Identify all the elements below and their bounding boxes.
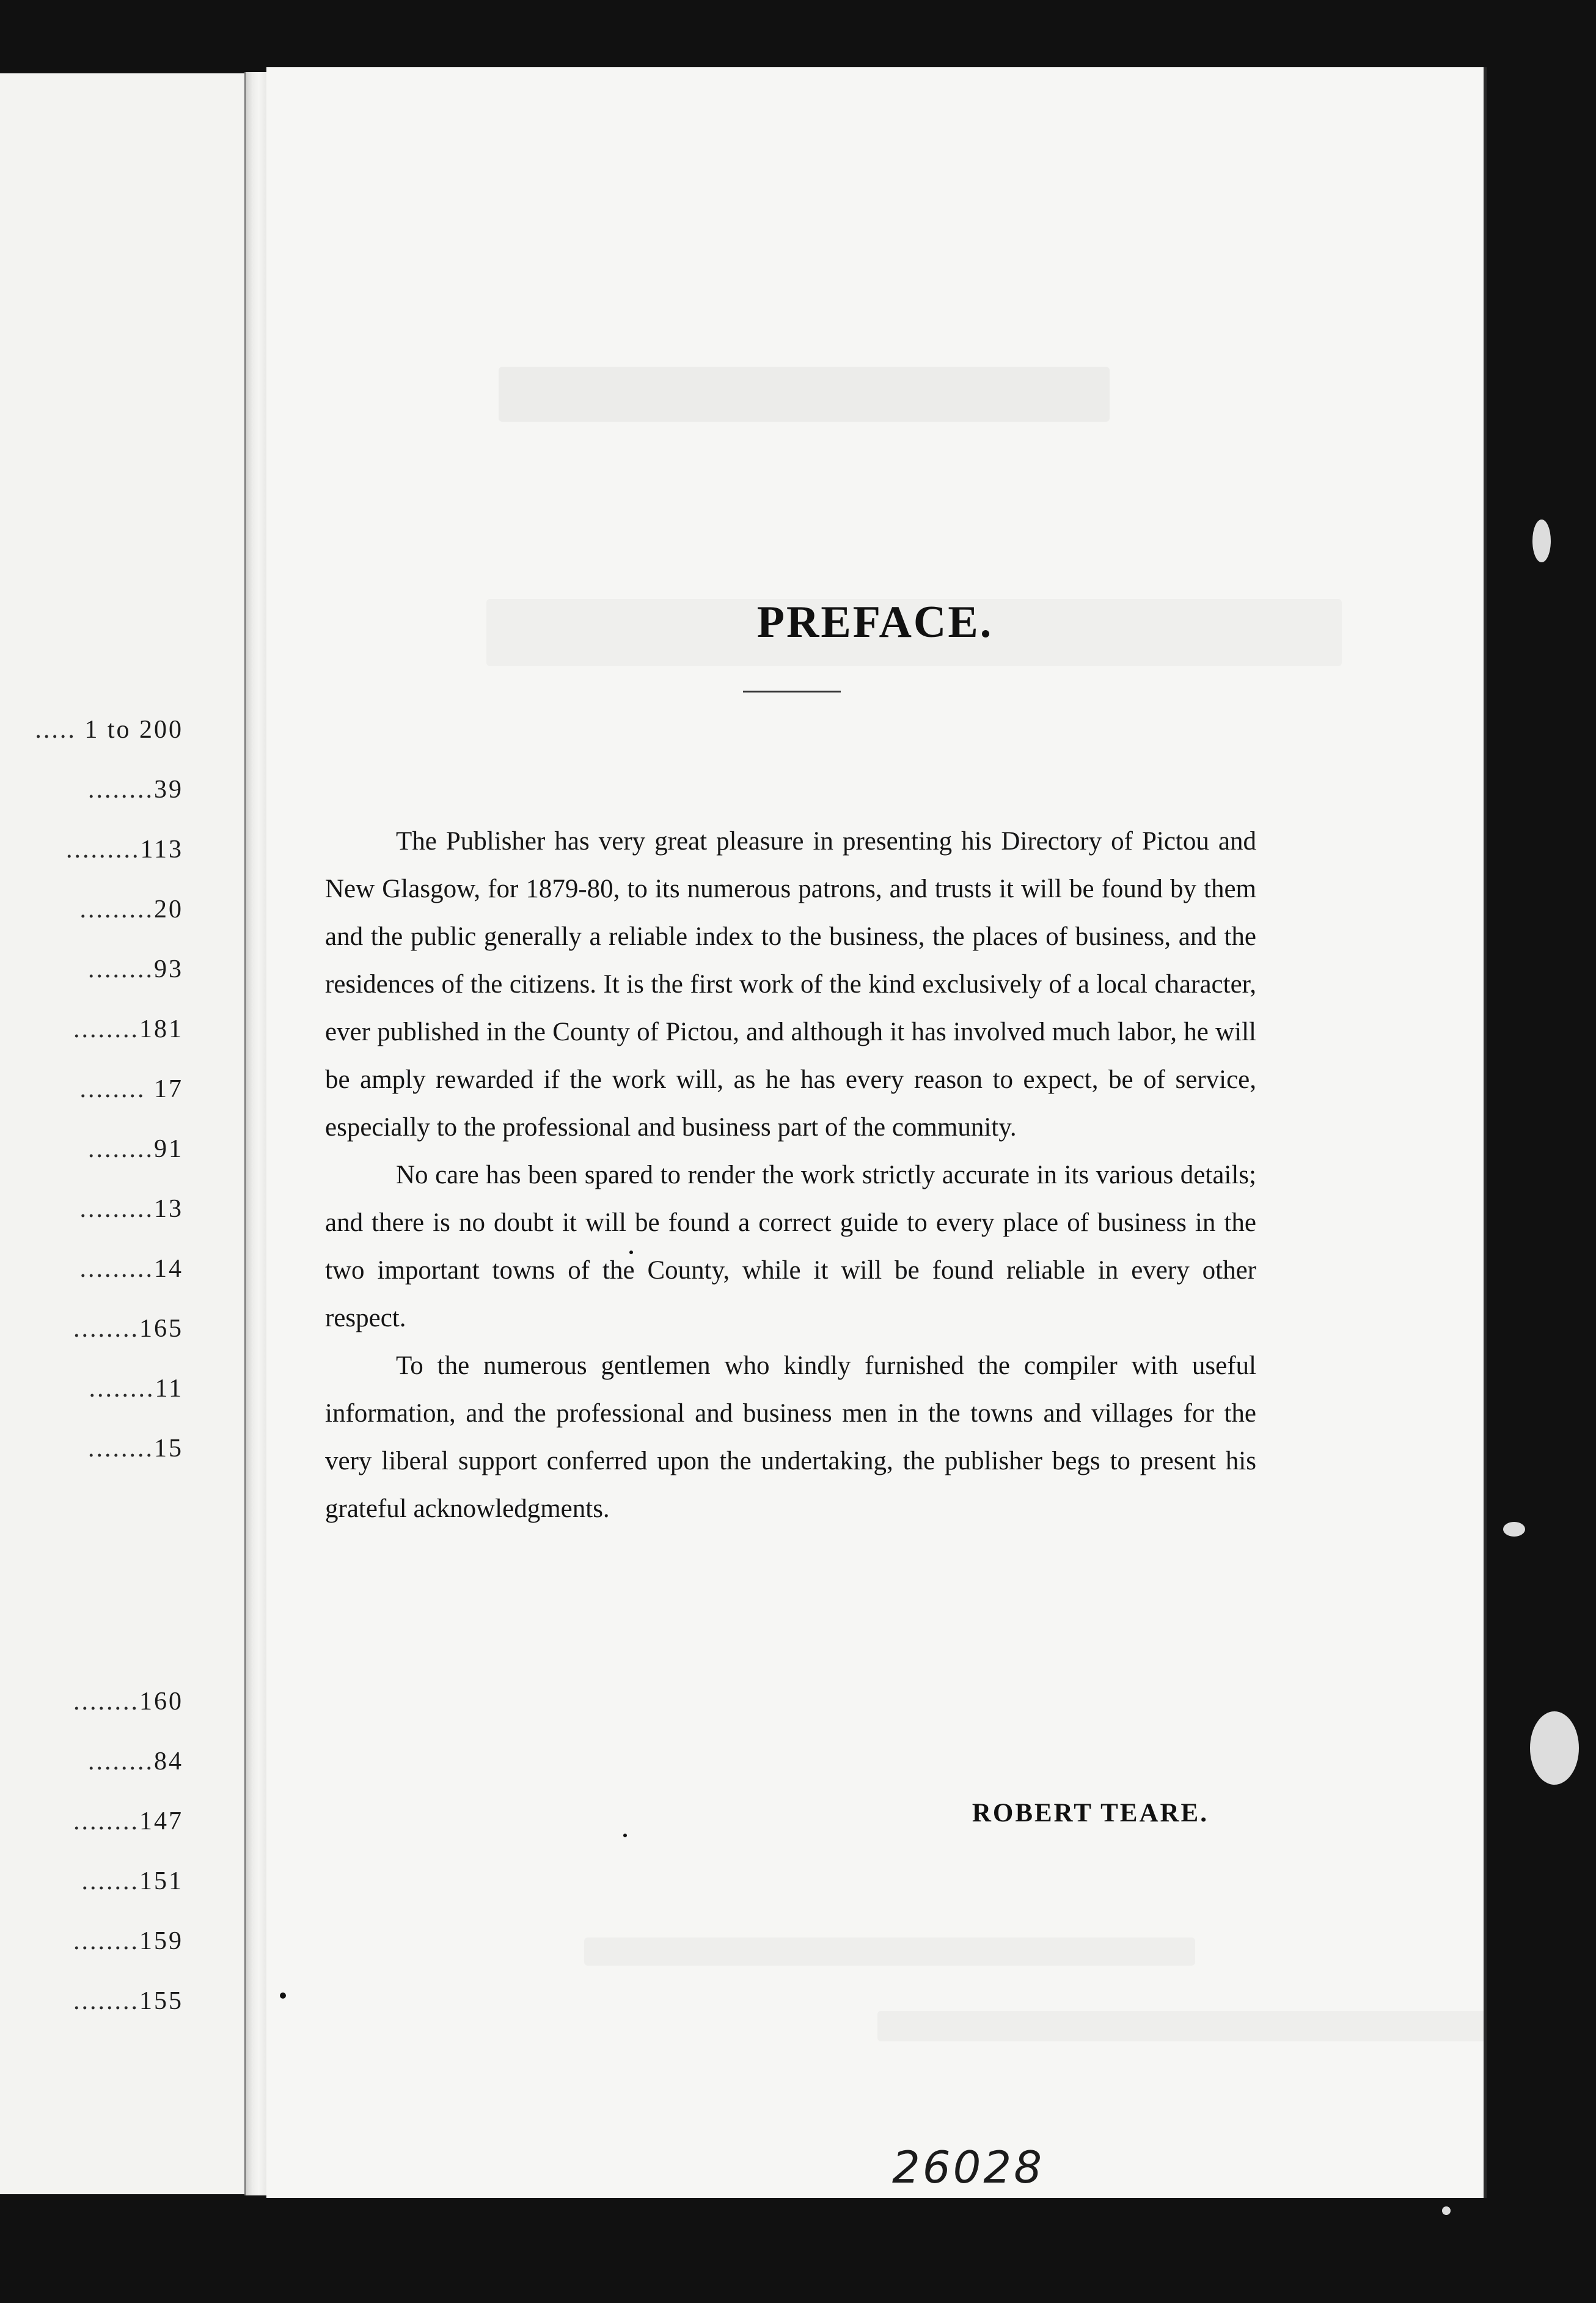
index-entry: ........93 <box>88 955 183 983</box>
index-entry: ........160 <box>73 1688 183 1716</box>
title-divider <box>743 691 841 692</box>
preface-body <box>325 818 1487 1533</box>
index-entry: .........13 <box>79 1195 183 1223</box>
scan-artifact <box>1503 1522 1525 1537</box>
page-title: PREFACE. <box>756 597 994 647</box>
index-entry: ........181 <box>73 1015 183 1043</box>
scan-artifact <box>1442 2206 1451 2215</box>
ink-dot <box>623 1834 627 1837</box>
preface-paragraph: No care has been spared to render the work strictly accurate in its various details; and there is no doubt it will be found a correct guide to every place of business in the two important towns of the County, while it will be found reliable in every other respect. <box>325 1161 1256 1332</box>
index-entry: ........165 <box>73 1315 183 1343</box>
ink-dot <box>280 1993 286 1999</box>
bleed-through-mark <box>877 2011 1487 2041</box>
handwritten-accession-number: 26028 <box>892 2142 1045 2193</box>
scan-artifact <box>1530 1711 1579 1785</box>
preface-page <box>266 67 1487 2198</box>
index-entry: ........155 <box>73 1987 183 2015</box>
preface-paragraph: To the numerous gentlemen who kindly furnished the compiler with useful information, and the professional and business men in the towns and villages for the very liberal support conferred upon the undertaking, the publisher begs to present his grateful acknowledgments. <box>325 1351 1256 1523</box>
index-entry: ........91 <box>88 1135 183 1163</box>
author-signature: ROBERT TEARE. <box>972 1799 1209 1827</box>
index-entry: ........147 <box>73 1807 183 1835</box>
facing-page <box>0 73 246 2194</box>
index-entry: ........159 <box>73 1927 183 1955</box>
preface-paragraph: The Publisher has very great pleasure in presenting his Directory of Pictou and New Glasgow, for 1879-80, to its numerous patrons, and trusts it will be found by them and the public generally a reliable index to the business, the places of business, and the residences of the citizens. It is the first work of the kind exclusively of a local character, ever published in the County of Pictou, and although it has involved much labor, he will be amply rewarded if the work will, as he has every reason to expect, be of service, especially to the professional and business part of the community. <box>325 827 1256 1142</box>
index-entry: ........15 <box>88 1434 183 1463</box>
index-entry: ........39 <box>88 776 183 804</box>
book-gutter <box>244 72 268 2195</box>
scan-artifact <box>1532 520 1551 562</box>
bleed-through-mark <box>584 1938 1195 1966</box>
index-entry: .........113 <box>66 836 183 864</box>
index-entry: ........11 <box>89 1375 183 1403</box>
index-entry: .......151 <box>81 1867 183 1895</box>
index-entry: ..... 1 to 200 <box>35 716 183 744</box>
index-entry: .........14 <box>79 1255 183 1283</box>
index-entry: ........ 17 <box>79 1075 183 1103</box>
bleed-through-mark <box>499 367 1110 422</box>
index-entry: .........20 <box>79 895 183 924</box>
index-entry: ........84 <box>88 1747 183 1776</box>
ink-dot <box>629 1251 633 1254</box>
